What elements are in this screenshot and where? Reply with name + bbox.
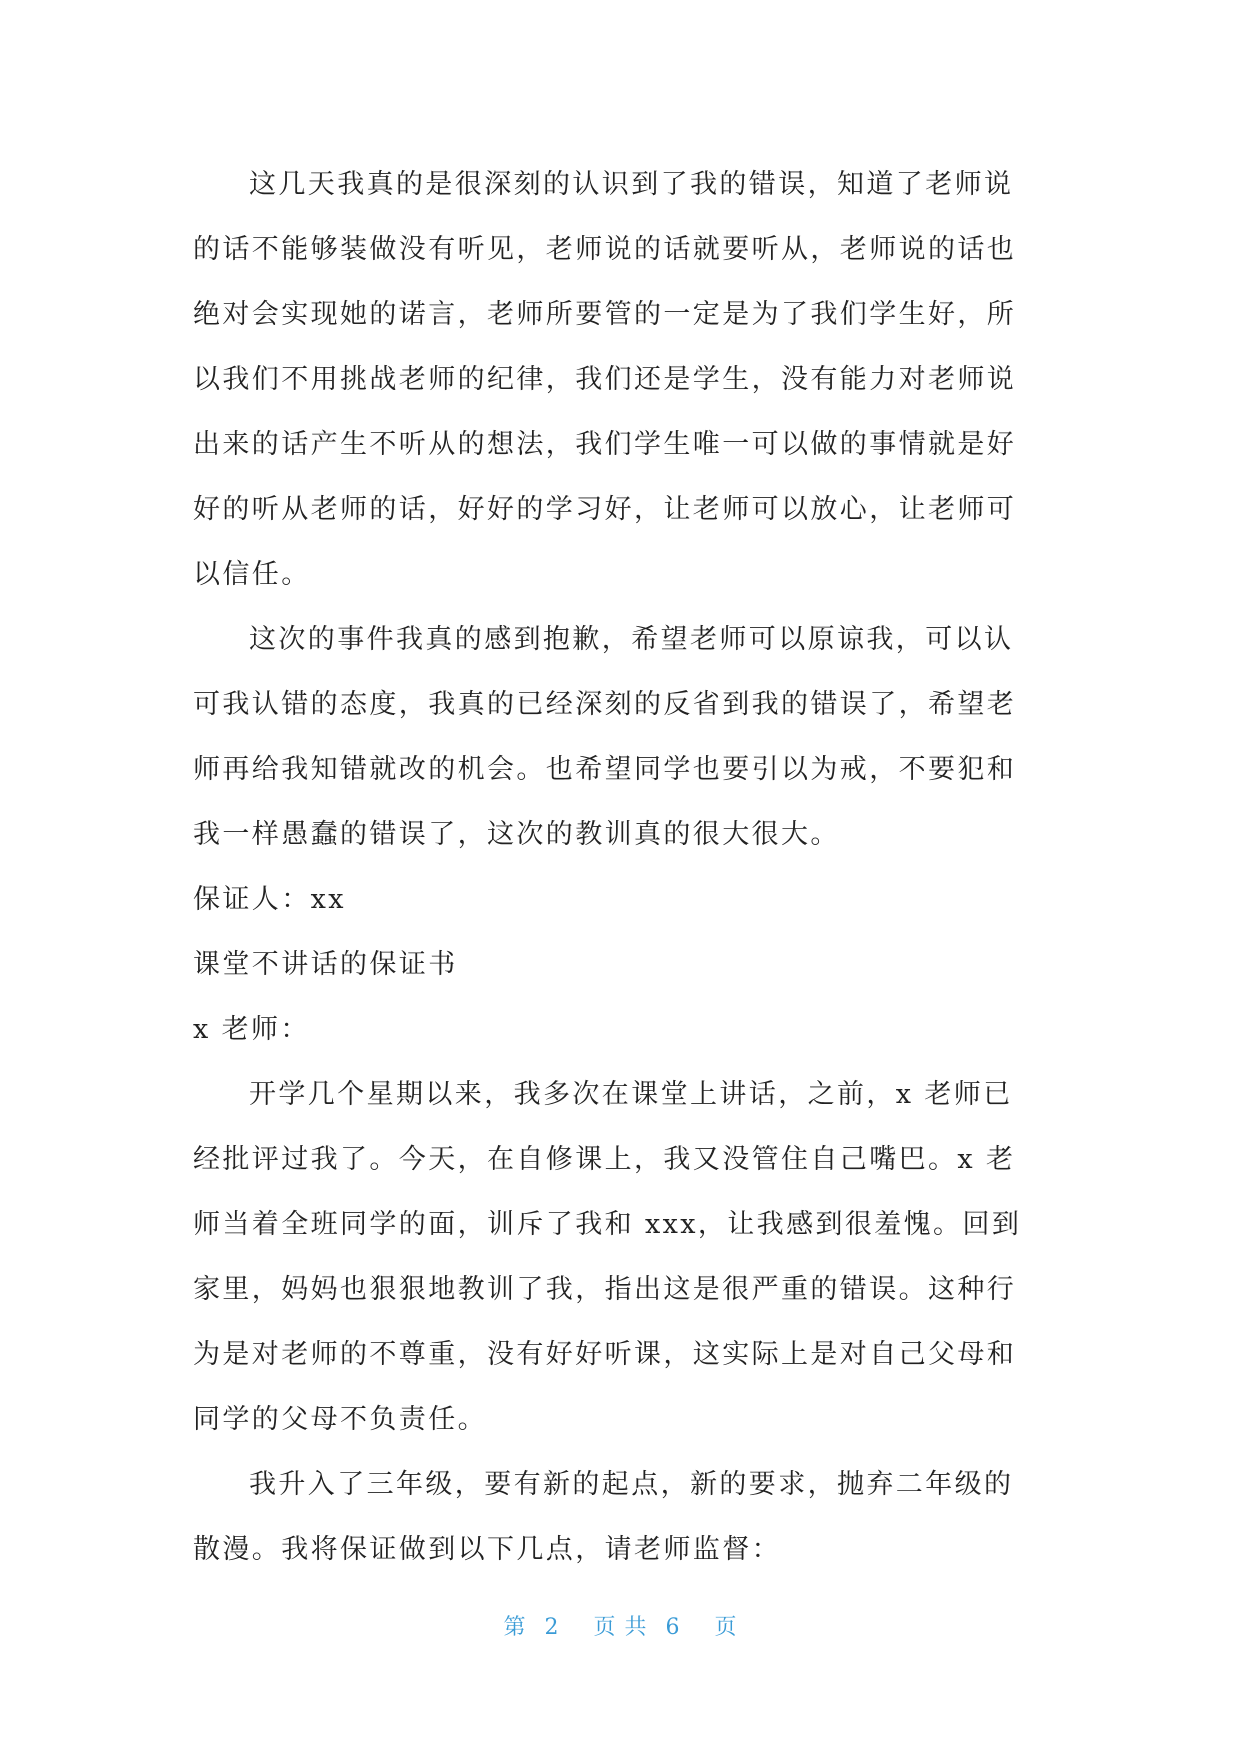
- paragraph-new-start: 我升入了三年级，要有新的起点，新的要求，抛弃二年级的散漫。我将保证做到以下几点，请老师监督：: [193, 1469, 1014, 1565]
- document-body: [193, 152, 1041, 1582]
- guarantor-line: 保证人：xx: [193, 884, 346, 915]
- footer-page-suffix: 页: [714, 1615, 738, 1640]
- paragraph-apology-reflection: 这几天我真的是很深刻的认识到了我的错误，知道了老师说的话不能够装做没有听见，老师说的话就要听从，老师说的话也绝对会实现她的诺言，老师所要管的一定是为了我们学生好，所以我们不用挑战老师的纪律，我们还是学生，没有能力对老师说出来的话产生不听从的想法，我们学生唯一可以做的事情就是好好的听从老师的话，好好的学习好，让老师可以放心，让老师可以信任。: [193, 169, 1017, 590]
- section-title: 课堂不讲话的保证书: [193, 949, 458, 980]
- footer-current-page: 2: [544, 1615, 560, 1640]
- paragraph-classroom-talking: 开学几个星期以来，我多次在课堂上讲话，之前，x 老师已经批评过我了。今天，在自修课上，我又没管住自己嘴巴。x 老师当着全班同学的面，训斥了我和 xxx，让我感到很羞愧。回到家里，妈妈也狠狠地教训了我，指出这是很严重的错误。这种行为是对老师的不尊重，没有好好听课，这实际上是对自己父母和同学的父母不负责任。: [193, 1079, 1022, 1435]
- footer-page-prefix: 第: [503, 1615, 527, 1640]
- footer-total-pages: 6: [665, 1615, 681, 1640]
- salutation: x 老师：: [193, 1014, 310, 1045]
- page-footer: [0, 1610, 1241, 1641]
- paragraph-apology-request: 这次的事件我真的感到抱歉，希望老师可以原谅我，可以认可我认错的态度，我真的已经深刻的反省到我的错误了，希望老师再给我知错就改的机会。也希望同学也要引以为戒，不要犯和我一样愚蠢的错误了，这次的教训真的很大很大。: [193, 624, 1017, 850]
- footer-page-middle: 页 共: [593, 1615, 648, 1640]
